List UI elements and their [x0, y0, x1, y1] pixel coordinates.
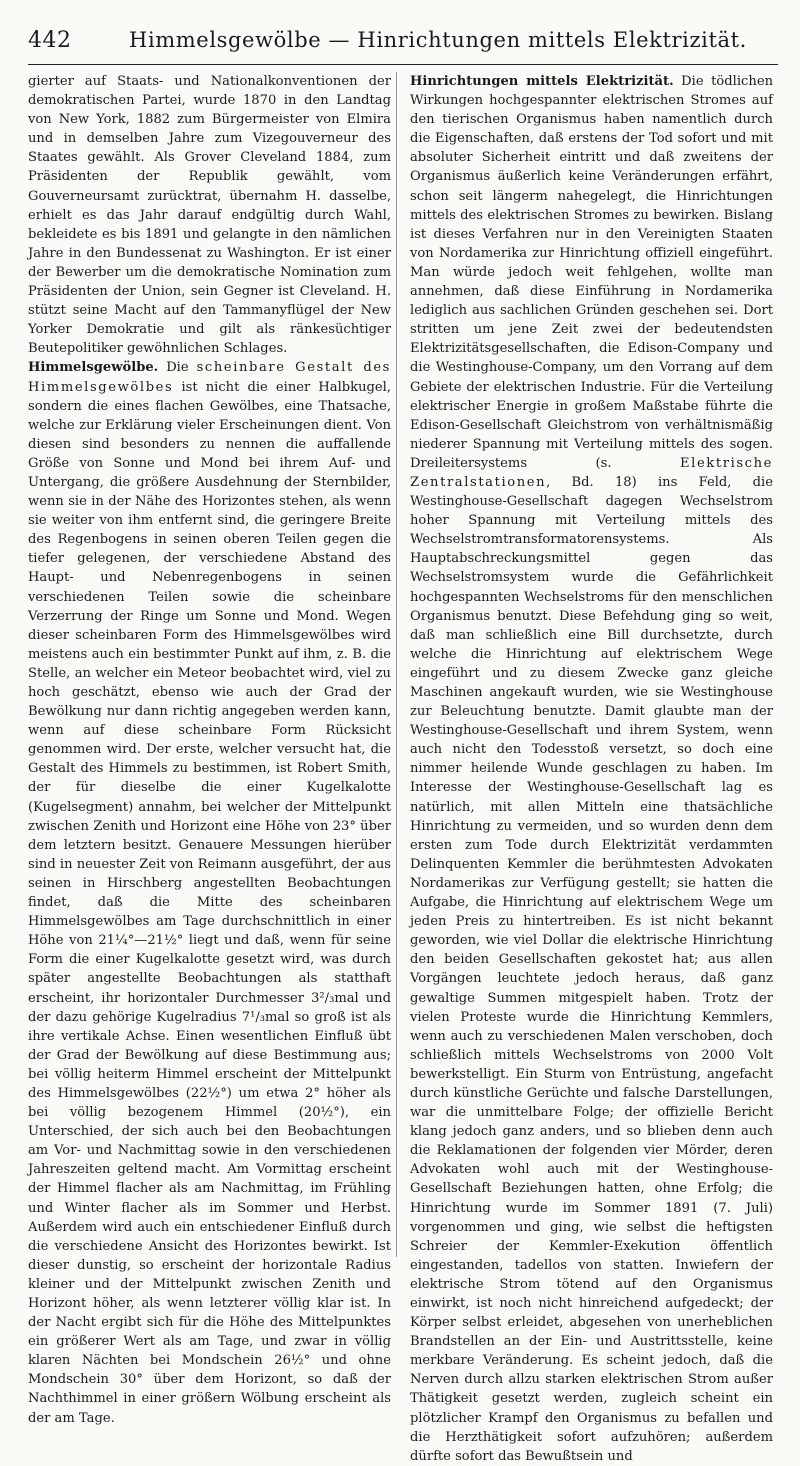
- page-header: [28, 24, 778, 65]
- entry-heading-hinrichtungen: Hinrichtungen mittels Elektrizität.: [410, 74, 674, 89]
- running-head: Himmelsgewölbe — Hinrichtungen mittels Elektrizität.: [129, 28, 747, 52]
- entry-text: Die tödlichen Wirkungen hochgespannter elektrischen Stromes auf den tierischen Organismus haben namentlich durch die Eigenschaften, daß erstens der Tod sofort und mit absoluter Sicherheit eintritt und daß zweitens der Organismus äußerlich keine Veränderungen erfährt, schon seit längerm nahegelegt, die Hinrichtungen mittels des elektrischen Stromes zu bewirken. Bislang ist dieses Verfahren nur in den Vereinigten Staaten von Nordamerika zur Hinrichtung offiziell eingeführt. Man würde jedoch weit fehlgehen, wollte man annehmen, daß diese Einführung in Nordamerika lediglich aus sachlichen Gründen geschehen sei. Dort stritten um jene Zeit zwei der bedeutendsten Elektrizitätsgesellschaften, die Edison-Company und die Westinghouse-Company, um den Vorrang auf dem Gebiete der elektrischen Industrie. Für die Verteilung elektrischer Energie in großem Maßstabe führte die Edison-Gesellschaft Gleichstrom von verhältnismäßig niederer Spannung mit Verteilung mittels des sogen. Dreileitersystems (s.: [410, 74, 774, 471]
- entry-text: , Bd. 18) ins Feld, die Westinghouse-Gesellschaft dagegen Wechselstrom hoher Spannung mit Verteilung mittels des Wechselstromtransformatorensystems. Als Hauptabschreckungsmittel gegen das Wechselstromsystem wurde die Gefährlichkeit hochgespannten Wechselstroms für den menschlichen Organismus benutzt. Diese Befehdung ging so weit, daß man schließlich eine Bill durchsetzte, durch welche die Hinrichtung auf elektrischem Wege eingeführt und zu diesem Zwecke ganz gleiche Maschinen angekauft wurden, wie sie Westinghouse zur Beleuchtung benutzte. Damit glaubte man der Westinghouse-Gesellschaft und ihrem System, wenn auch nicht den Todesstoß versetzt, so doch eine nimmer heilende Wunde geschlagen zu haben. Im Interesse der Westinghouse-Gesellschaft lag es natürlich, mit allen Mitteln eine thatsächliche Hinrichtung zu vermeiden, und so wurden denn dem ersten zum Tode durch Elektrizität verdammten Delinquenten Kemmler die berühmtesten Advokaten Nordamerikas zur Verfügung gestellt; sie hatten die Aufgabe, die Hinrichtung auf elektrischem Wege um jeden Preis zu hintertreiben. Es ist nicht bekannt geworden, wie viel Dollar die elektrische Hinrichtung den beiden Gesellschaften gekostet hat; aus allen Vorgängen leuchtete jedoch heraus, daß ganz gewaltige Summen mitgespielt haben. Trotz der vielen Proteste wurde die Hinrichtung Kemmlers, wenn auch zu verschiedenen Malen verschoben, doch schließlich mittels Wechselstroms von 2000 Volt bewerkstelligt. Ein Sturm von Entrüstung, angefacht durch künstliche Gerüchte und falsche Darstellungen, war die unmittelbare Folge; der offizielle Bericht klang jedoch ganz anders, und so blieben denn auch die Reklamationen der folgenden vier Mörder, deren Advokaten wohl auch mit der Westinghouse-Gesellschaft Beziehungen hatten, ohne Erfolg; die Hinrichtung wurde im Sommer 1891 (7. Juli) vorgenommen und ging, wie selbst die heftigsten Schreier der Kemmler-Exekution öffentlich eingestanden, tadellos von statten. Inwiefern der elektrische Strom tötend auf den Organismus einwirkt, ist noch nicht hinreichend aufgedeckt; der Körper selbst erleidet, abgesehen von unerheblichen Brandstellen an der Ein- und Austrittsstelle, keine merkbare Veränderung. Es scheint jedoch, daß die Nerven durch allzu starken elektrischen Strom außer Thätigkeit gesetzt werden, zugleich scheint ein plötzlicher Krampf den Organismus zu befallen und die Herzthätigkeit sofort aufzuhören; außerdem dürfte sofort das Bewußtsein und: [410, 474, 773, 1464]
- cross-reference-link: Elektrische Zentralstationen: [410, 455, 773, 490]
- page-number: 442: [28, 28, 72, 53]
- entry-text: Die: [158, 360, 197, 376]
- entry-text: ist nicht die einer Halbkugel, sondern die eines flachen Gewölbes, eine Thatsache, welche zur Erklärung vieler Erscheinungen dient. Von diesen sind besonders zu nennen die auffallende Größe von Sonne und Mond bei ihrem Auf- und Untergang, die größere Ausdehnung der Sternbilder, wenn sie in der Nähe des Horizontes stehen, als wenn sie weiter von ihm entfernt sind, die geringere Breite des Regenbogens in seinen oberen Teilen gegen die tiefer gelegenen, der verschiedene Abstand des Haupt- und Nebenregenbogens in seinen verschiedenen Teilen sowie die scheinbare Verzerrung der Ringe um Sonne und Mond. Wegen dieser scheinbaren Form des Himmelsgewölbes wird meistens auch ein bestimmter Punkt auf ihm, z. B. die Stelle, an welcher ein Meteor beobachtet wird, viel zu hoch geschätzt, ebenso wie auch der Grad der Bewölkung nur dann richtig angegeben werden kann, wenn auf diese scheinbare Form Rücksicht genommen wird. Der erste, welcher versucht hat, die Gestalt des Himmels zu bestimmen, ist Robert Smith, der für dieselbe die einer Kugelkalotte (Kugelsegment) annahm, bei welcher der Mittelpunkt zwischen Zenith und Horizont eine Höhe von 23° über dem letztern besitzt. Genauere Messungen hierüber sind in neuester Zeit von Reimann ausgeführt, der aus seinen in Hirschberg angestellten Beobachtungen findet, daß die Mitte des scheinbaren Himmelsgewölbes am Tage durchschnittlich in einer Höhe von 21¼°—21½° liegt und daß, wenn für seine Form die einer Kugelkalotte gesetzt wird, was durch später angestellte Beobachtungen als statthaft erscheint, ihr horizontaler Durchmesser 3²/₃mal und der dazu gehörige Kugelradius 7¹/₃mal so groß ist als ihre vertikale Achse. Einen wesentlichen Einfluß übt der Grad der Bewölkung auf diese Bestimmung aus; bei völlig heiterm Himmel erscheint der Mittelpunkt des Himmelsgewölbes (22½°) um etwa 2° höher als bei völlig bezogenem Himmel (20½°), ein Unterschied, der sich auch bei den Beobachtungen am Vor- und Nachmittag sowie in den verschiedenen Jahreszeiten geltend macht. Am Vormittag erscheint der Himmel flacher als am Nachmittag, im Frühling und Winter flacher als im Sommer und Herbst. Außerdem wird auch ein entschiedener Einfluß durch die verschiedene Ansicht des Horizontes bewirkt. Ist dieser dunstig, so erscheint der horizontale Radius kleiner und der Mittelpunkt zwischen Zenith und Horizont höher, als wenn letzterer völlig klar ist. In der Nacht ergibt sich für die Höhe des Mittelpunktes ein größerer Wert als am Tage, und zwar in völlig klaren Nächten bei Mondschein 26½° und ohne Mondschein 30° über dem Horizont, so daß der Nachthimmel in einer größern Wölbung erscheint als der am Tage.: [28, 379, 391, 1426]
- article-hinrichtungen: [410, 72, 773, 1466]
- article-hill-end: gierter auf Staats- und Nationalkonventionen der demokratischen Partei, wurde 1870 in den Landtag von New York, 1882 zum Bürgermeister von Elmira und in demselben Jahre zum Vizegouverneur des Staates gewählt. Als Grover Cleveland 1884, zum Präsidenten der Republik gewählt, vom Gouverneursamt zurücktrat, übernahm H. dasselbe, erhielt es das Jahr darauf endgültig durch Wahl, bekleidete es bis 1891 und gelangte in den nämlichen Jahre in den Bundessenat zu Washington. Er ist einer der Bewerber um die demokratische Nomination zum Präsidenten der Union, sein Gegner ist Cleveland. H. stützt seine Macht auf den Tammanyflügel der New Yorker Demokratie und gilt als ränkesüchtiger Beutepolitiker gewöhnlichen Schlages.: [28, 74, 391, 357]
- entry-heading-himmelsgewoelbe: Himmelsgewölbe.: [28, 360, 159, 376]
- spaced-term: scheinbare Gestalt des Himmelsgewölbes: [28, 360, 392, 395]
- column-divider: [396, 72, 397, 1257]
- right-column: [410, 72, 773, 1466]
- left-column: [28, 72, 391, 1428]
- article-himmelsgewoelbe: [28, 358, 391, 1427]
